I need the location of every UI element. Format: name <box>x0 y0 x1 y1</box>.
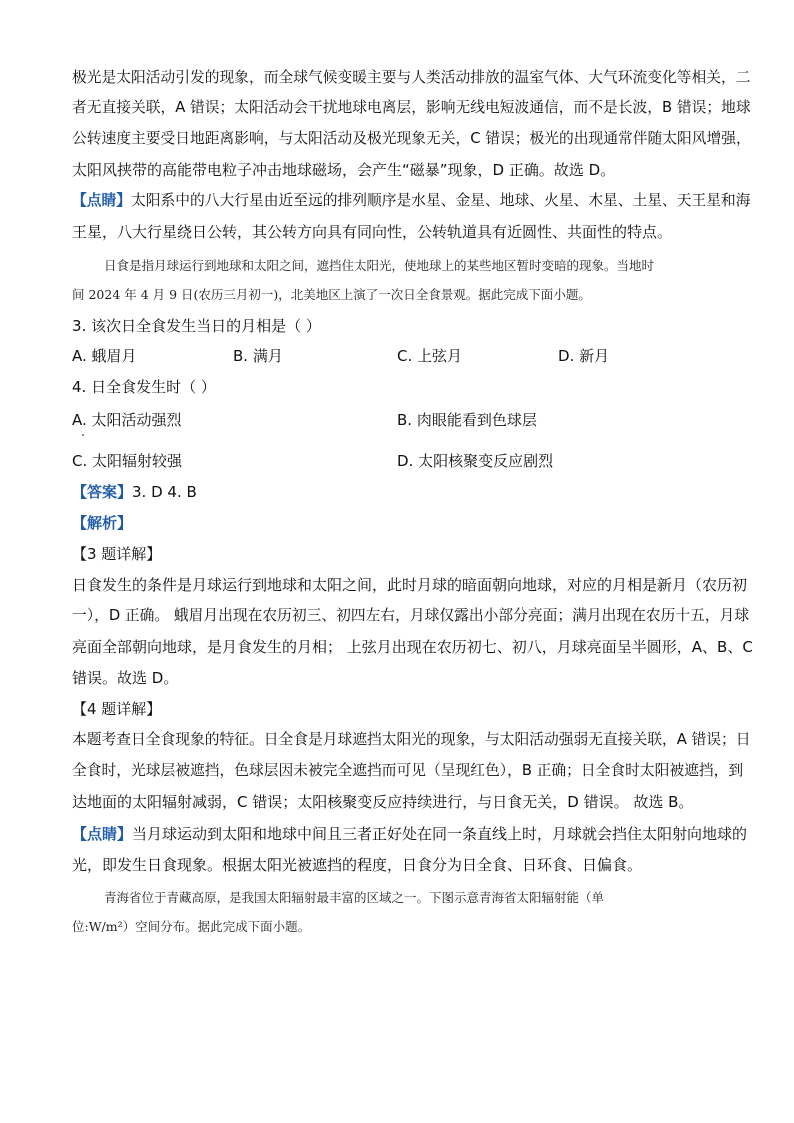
intro-paragraph-line: 间 2024 年 4 月 9 日(农历三月初一)，北美地区上演了一次日全食景观。据此完成下面小题。 <box>72 287 591 302</box>
analysis-tag: 【解析】 <box>72 514 133 532</box>
q3-detail-line: 亮面全部朝向地球，是月食发生的月相； 上弦月出现在农历初七、初八，月球亮面呈半圆形，A、B、C <box>72 638 753 656</box>
stray-dot <box>82 434 84 436</box>
question-3-option-c: C. 上弦月 <box>397 347 463 365</box>
question-3-option-a: A. 蛾眉月 <box>72 347 137 365</box>
dianjing-line <box>72 824 747 844</box>
question-4-option-d: D. 太阳核聚变反应剧烈 <box>397 452 554 470</box>
answer-line <box>72 482 197 502</box>
answer-tag: 【答案】 <box>72 483 133 501</box>
intro-paragraph-line: 位:W/m²）空间分布。据此完成下面小题。 <box>72 919 311 934</box>
dianjing-line: 王星，八大行星绕日公转，其公转方向具有同向性，公转轨道具有近圆性、共面性的特点。 <box>72 223 673 241</box>
question-3-option-d: D. 新月 <box>558 347 610 365</box>
question-4-option-c: C. 太阳辐射较强 <box>72 452 183 470</box>
explanation-line: 太阳风挟带的高能带电粒子冲击地球磁场，会产生“磁暴”现象，D 正确。故选 D。 <box>72 161 616 179</box>
intro-paragraph-line: 青海省位于青藏高原，是我国太阳辐射最丰富的区域之一。下图示意青海省太阳辐射能（单 <box>104 890 605 905</box>
q3-detail-line: 日食发生的条件是月球运行到地球和太阳之间，此时月球的暗面朝向地球，对应的月相是新月（农历初 <box>72 576 748 594</box>
intro-paragraph-line: 日食是指月球运行到地球和太阳之间，遮挡住太阳光，使地球上的某些地区暂时变暗的现象。当地时 <box>104 258 655 273</box>
question-4-option-b: B. 肉眼能看到色球层 <box>397 411 537 429</box>
q3-detail-heading: 【3 题详解】 <box>72 545 162 563</box>
dianjing-text: 太阳系中的八大行星由近至远的排列顺序是水星、金星、地球、火星、木星、土星、天王星和海 <box>131 192 751 209</box>
explanation-line: 者无直接关联，A 错误；太阳活动会干扰地球电离层，影响无线电短波通信，而不是长波，B 错误；地球 <box>72 99 751 116</box>
q4-detail-line: 达地面的太阳辐射减弱，C 错误；太阳核聚变反应持续进行，与日食无关，D 错误。 故选 B。 <box>72 793 694 811</box>
q4-detail-heading: 【4 题详解】 <box>72 700 162 718</box>
dianjing-tag: 【点睛】 <box>72 825 133 843</box>
dianjing-text: 当月球运动到太阳和地球中间且三者正好处在同一条直线上时，月球就会挡住太阳射向地球的 <box>132 825 748 843</box>
q3-detail-line: 一），D 正确。 蛾眉月出现在农历初三、初四左右，月球仅露出小部分亮面；满月出现在农历十五，月球 <box>72 607 750 624</box>
question-3-stem: 3. 该次日全食发生当日的月相是（ ） <box>72 317 321 335</box>
q4-detail-line: 全食时，光球层被遮挡，色球层因未被完全遮挡而可见（呈现红色），B 正确；日全食时太阳被遮挡，到 <box>72 762 744 779</box>
answer-text: 3. D 4. B <box>132 483 197 501</box>
question-3-option-b: B. 满月 <box>233 347 283 365</box>
question-4-option-a: A. 太阳活动强烈 <box>72 411 182 429</box>
dianjing-line: 光，即发生日食现象。根据太阳光被遮挡的程度，日食分为日全食、日环食、日偏食。 <box>72 856 643 874</box>
q4-detail-line: 本题考查日全食现象的特征。日全食是月球遮挡太阳光的现象，与太阳活动强弱无直接关联，A 错误；日 <box>72 731 751 748</box>
analysis-heading <box>72 513 132 533</box>
q3-detail-line: 错误。故选 D。 <box>72 669 179 687</box>
explanation-line: 极光是太阳活动引发的现象，而全球气候变暖主要与人类活动排放的温室气体、大气环流变化等相关，二 <box>72 69 751 86</box>
explanation-line: 公转速度主要受日地距离影响，与太阳活动及极光现象无关，C 错误；极光的出现通常伴随太阳风增强， <box>72 130 751 147</box>
dianjing-tag: 【点睛】 <box>72 192 131 209</box>
dianjing-line <box>72 191 751 211</box>
question-4-stem: 4. 日全食发生时（ ） <box>72 378 216 396</box>
